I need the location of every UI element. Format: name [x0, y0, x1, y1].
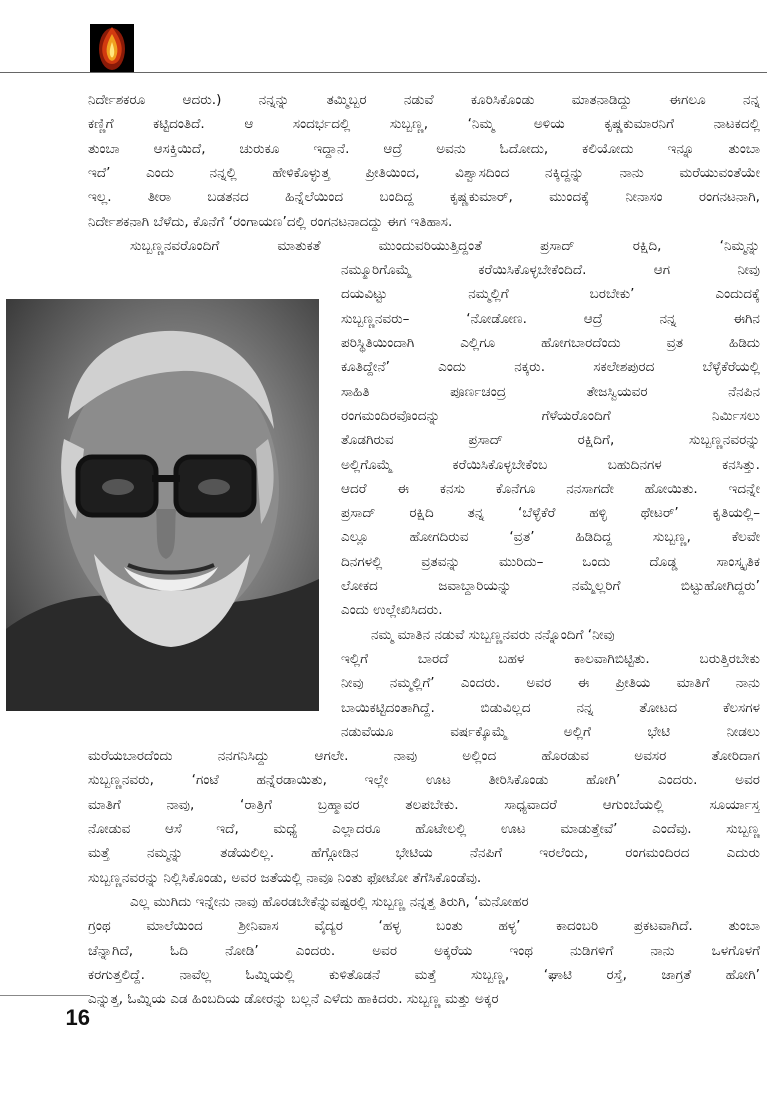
text-line: ಪರಿಸ್ಥಿತಿಯಿಂದಾಗಿ ಎಲ್ಲಿಗೂ ಹೋಗಬಾರದೆಂದು ವ್ರತ ಹಿಡಿದು — [341, 335, 760, 351]
text-line: ಕೂತಿದ್ದೇನೆ’ ಎಂದು ನಕ್ಕರು. ಸಕಲೇಶಪುರದ ಬೆಳ್ಳೆಕೆರೆಯಲ್ಲಿ — [341, 359, 760, 376]
text-line: ತೊಡಗಿರುವ ಪ್ರಸಾದ್ ರಕ್ಷಿದಿಗೆ, ಸುಬ್ಬಣ್ಣನವರನ್ನು — [341, 432, 760, 449]
text-line: ಇಲ್ಲಿಗೆ ಬಾರದೆ ಬಹಳ ಕಾಲವಾಗಿಬಿಟ್ಟಿತು. ಬರುತ್ತಿರಬೇಕು — [341, 650, 760, 667]
text-line: ಇದೆ’ ಎಂದು ನನ್ನಲ್ಲಿ ಹೇಳಿಕೊಳ್ಳುತ್ತ ಪ್ರೀತಿಯಿಂದ, ವಿಶ್ವಾಸದಿಂದ ನಕ್ಕಿದ್ದನ್ನು ನಾನು ಮರೆಯುವಂತೆಯೇ — [88, 164, 760, 181]
text-line: ಇಲ್ಲ. ತೀರಾ ಬಡತನದ ಹಿನ್ನೆಲೆಯಿಂದ ಬಂದಿದ್ದ ಕೃಷ್ಣಕುಮಾರ್, ಮುಂದಕ್ಕೆ ನೀನಾಸಂ ರಂಗನಟನಾಗಿ, — [88, 189, 760, 206]
text-line: ನೋಡುವ ಆಸೆ ಇದೆ, ಮಧ್ಯೆ ಎಲ್ಲಾದರೂ ಹೊಟೇಲಲ್ಲಿ ಊಟ ಮಾಡುತ್ತೇವೆ’ ಎಂದೆವು. ಸುಬ್ಬಣ್ಣ — [88, 821, 760, 837]
text-line: ಸುಬ್ಬಣ್ಣನವರು, ‘ಗಂಟೆ ಹನ್ನೆರಡಾಯಿತು, ಇಲ್ಲೇ ಊಟ ತೀರಿಸಿಕೊಂಡು ಹೋಗಿ’ ಎಂದರು. ಅವರ — [88, 772, 760, 789]
text-line: ಎನ್ನುತ್ತ, ಓಮ್ನಿಯ ಎಡ ಹಿಂಬದಿಯ ಡೋರನ್ನು ಬಲ್ಲನೆ ಎಳೆದು ಹಾಕಿದರು. ಸುಬ್ಬಣ್ಣ ಮತ್ತು ಅಕ್ಕರ — [88, 991, 499, 1008]
text-line: ಕರಗುತ್ತಲಿದ್ದೆ. ನಾವೆಲ್ಲ ಓಮ್ನಿಯಲ್ಲಿ ಕುಳಿತೊಡನೆ ಮತ್ತೆ ಸುಬ್ಬಣ್ಣ, ‘ಘಾಟಿ ರಸ್ತೆ, ಜಾಗ್ರತೆ ಹೋಗಿ’ — [88, 966, 760, 983]
text-line: ಪ್ರಸಾದ್ ರಕ್ಷಿದಿ ತನ್ನ ‘ಬೆಳ್ಳೆಕೆರೆ ಹಳ್ಳಿ ಥೇಟರ್’ ಕೃತಿಯಲ್ಲಿ– — [341, 505, 760, 522]
text-line: ತುಂಬಾ ಆಸಕ್ತಿಯಿದೆ, ಚುರುಕೂ ಇದ್ದಾನೆ. ಆದ್ರೆ ಅವನು ಓದೋದು, ಕಲಿಯೋದು ಇನ್ನೂ ತುಂಬಾ — [88, 140, 760, 157]
text-line: ಆದರೆ ಈ ಕನಸು ಕೊನೆಗೂ ನನಸಾಗದೇ ಹೋಯಿತು. ಇದನ್ನೇ — [341, 480, 760, 497]
text-line: ಮತ್ತೆ ನಮ್ಮನ್ನು ತಡೆಯಲಿಲ್ಲ. ಹೆಗ್ಗೋಡಿನ ಭೇಟಿಯ ನೆನಪಿಗೆ ಇರಲೆಂದು, ರಂಗಮಂದಿರದ ಎದುರು — [88, 845, 760, 862]
text-line: ಬಾಯಿಕಟ್ಟಿದಂತಾಗಿದ್ದೆ. ಬಿಡುವಿಲ್ಲದ ನನ್ನ ತೋಟದ ಕೆಲಸಗಳ — [341, 699, 760, 716]
text-line: ಮರೆಯಬಾರದೆಂದು ನನಗನಿಸಿದ್ದು ಆಗಲೇ. ನಾವು ಅಲ್ಲಿಂದ ಹೊರಡುವ ಅವಸರ ತೋರಿದಾಗ — [88, 748, 760, 765]
page-number: 16 — [65, 1005, 90, 1030]
top-rule — [0, 72, 767, 73]
lamp-flame-icon — [90, 24, 134, 72]
bottom-rule — [0, 995, 90, 996]
text-line: ಎಲ್ಲ ಮುಗಿದು ಇನ್ನೇನು ನಾವು ಹೊರಡಬೇಕೆನ್ನುವಷ್ಟರಲ್ಲಿ ಸುಬ್ಬಣ್ಣ ನನ್ನತ್ತ ತಿರುಗಿ, ‘ಮನೋಹರ — [130, 893, 529, 910]
text-line: ದಿನಗಳಲ್ಲಿ ವ್ರತವನ್ನು ಮುರಿದು– ಒಂದು ದೊಡ್ಡ ಸಾಂಸ್ಕೃತಿಕ — [341, 553, 760, 570]
text-line: ಲೋಕದ ಜವಾಬ್ದಾರಿಯನ್ನು ನಮ್ಮೆಲ್ಲರಿಗೆ ಬಿಟ್ಟುಹೋಗಿದ್ದರು’ — [341, 578, 760, 594]
text-line: ಗ್ರಂಥ ಮಾಲೆಯಿಂದ ಶ್ರೀನಿವಾಸ ವೈದ್ಯರ ‘ಹಳ್ಳ ಬಂತು ಹಳ್ಳ’ ಕಾದಂಬರಿ ಪ್ರಕಟವಾಗಿದೆ. ತುಂಬಾ — [88, 918, 760, 935]
text-line: ಎಲ್ಲೂ ಹೋಗದಿರುವ ‘ವ್ರತ’ ಹಿಡಿದಿದ್ದ ಸುಬ್ಬಣ್ಣ, ಕೆಲವೇ — [341, 529, 760, 546]
text-line: ರಂಗಮಂದಿರವೊಂದನ್ನು ಗೆಳೆಯರೊಂದಿಗೆ ನಿರ್ಮಿಸಲು — [341, 407, 760, 424]
text-line: ನಡುವೆಯೂ ವರ್ಷಕ್ಕೊಮ್ಮೆ ಅಲ್ಲಿಗೆ ಭೇಟಿ ನೀಡಲು — [341, 723, 760, 740]
text-line: ನಮ್ಮೂರಿಗೊಮ್ಮೆ ಕರೆಯಿಸಿಕೊಳ್ಳಬೇಕೆಂದಿದೆ. ಆಗ ನೀವು — [341, 262, 760, 279]
text-line: ಮಾತಿಗೆ ನಾವು, ‘ರಾತ್ರಿಗೆ ಬ್ರಹ್ಮಾವರ ತಲಪಬೇಕು. ಸಾಧ್ಯವಾದರೆ ಆಗುಂಬೆಯಲ್ಲಿ ಸೂರ್ಯಾಸ್ತ — [88, 796, 760, 813]
text-line: ಅಲ್ಲಿಗೊಮ್ಮೆ ಕರೆಯಿಸಿಕೊಳ್ಳಬೇಕೆಂಬ ಬಹುದಿನಗಳ ಕನಸಿತ್ತು. — [341, 456, 760, 473]
text-line: ದಯವಿಟ್ಟು ನಮ್ಮಲ್ಲಿಗೆ ಬರಬೇಕು’ ಎಂದುದಕ್ಕೆ — [341, 286, 760, 303]
portrait-photo — [6, 299, 319, 711]
text-line: ಕಣ್ಣಿಗೆ ಕಟ್ಟಿದಂತಿದೆ. ಆ ಸಂದರ್ಭದಲ್ಲಿ ಸುಬ್ಬಣ್ಣ, ‘ನಿಮ್ಮ ಅಳಿಯ ಕೃಷ್ಣಕುಮಾರನಿಗೆ ನಾಟಕದಲ್ಲಿ — [88, 116, 760, 133]
text-line: ಸುಬ್ಬಣ್ಣನವರನ್ನು ನಿಲ್ಲಿಸಿಕೊಂಡು, ಅವರ ಜತೆಯಲ್ಲಿ ನಾವೂ ನಿಂತು ಫೋಟೋ ತೆಗೆಸಿಕೊಂಡೆವು. — [88, 869, 482, 886]
text-line: ಸುಬ್ಬಣ್ಣನವರೊಂದಿಗೆ ಮಾತುಕತೆ ಮುಂದುವರಿಯುತ್ತಿದ್ದಂತೆ ಪ್ರಸಾದ್ ರಕ್ಷಿದಿ, ‘ನಿಮ್ಮನ್ನು — [130, 237, 760, 254]
text-line: ಎಂದು ಉಲ್ಲೇಖಿಸಿದರು. — [341, 602, 443, 619]
text-line: ಚೆನ್ನಾಗಿದೆ, ಓದಿ ನೋಡಿ’ ಎಂದರು. ಅವರ ಅಕ್ಕರೆಯ ಇಂಥ ನುಡಿಗಳಿಗೆ ನಾನು ಒಳಗೊಳಗೆ — [88, 942, 760, 959]
text-line: ಸುಬ್ಬಣ್ಣನವರು– ‘ನೋಡೋಣ. ಆದ್ರೆ ನನ್ನ ಈಗಿನ — [341, 310, 760, 327]
text-line: ನೀವು ನಮ್ಮಲ್ಲಿಗೆ’ ಎಂದರು. ಅವರ ಈ ಪ್ರೀತಿಯ ಮಾತಿಗೆ ನಾನು — [341, 675, 760, 692]
text-line: ನಿರ್ದೇಶಕನಾಗಿ ಬೆಳೆದು, ಕೊನೆಗೆ ‘ರಂಗಾಯಣ’ದಲ್ಲಿ ರಂಗನಟನಾದದ್ದು ಈಗ ಇತಿಹಾಸ. — [88, 213, 453, 230]
text-line: ನಮ್ಮ ಮಾತಿನ ನಡುವೆ ಸುಬ್ಬಣ್ಣನವರು ನನ್ನೊಂದಿಗೆ ‘ನೀವು — [371, 626, 615, 643]
text-line: ಸಾಹಿತಿ ಪೂರ್ಣಚಂದ್ರ ತೇಜಸ್ವಿಯವರ ನೆನಪಿನ — [341, 383, 760, 400]
text-line: ನಿರ್ದೇಶಕರೂ ಆದರು.) ನನ್ನನ್ನು ತಮ್ಮಿಬ್ಬರ ನಡುವೆ ಕೂರಿಸಿಕೊಂಡು ಮಾತನಾಡಿದ್ದು ಈಗಲೂ ನನ್ನ — [88, 92, 760, 108]
